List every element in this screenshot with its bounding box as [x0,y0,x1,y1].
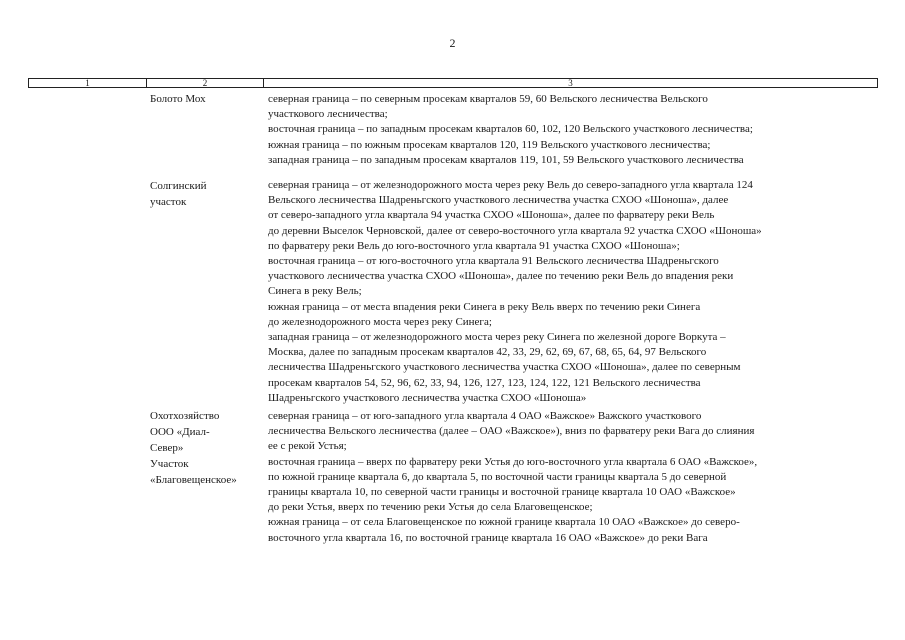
header-col-3: 3 [568,78,573,88]
description-line: восточная граница – от юго-восточного угла квартала 91 Вельского лесничества Шадреньгского [268,255,719,268]
header-col-1: 1 [29,79,147,87]
row-description-solginsky [268,178,868,406]
description-line: участкового лесничества; [268,108,388,121]
row-name-line: Солгинский [150,180,207,192]
description-line: до деревни Выселок Черновской, далее от северо-восточного угла квартала 92 участка СХОО «Шоноша» [268,224,762,237]
description-line: южная граница – от места впадения реки Синега в реку Вель вверх по течению реки Синега [268,300,701,313]
description-line: Вельского лесничества Шадреньгского участкового лесничества участка СХОО «Шоноша», далее [268,194,729,207]
row-name-line: Охотхозяйство [150,410,220,422]
row-name-line: Болото Мох [150,93,206,105]
description-line: восточного угла квартала 16, по восточной границе квартала 16 ОАО «Важское» до реки Вага [268,531,708,544]
description-line: границы квартала 10, по северной части границы и восточной границе квартала 10 ОАО «Важское» [268,486,736,499]
description-line: западная граница – по западным просекам кварталов 119, 101, 59 Вельского участкового лесничества [268,153,744,166]
description-line: южная граница – от села Благовещенское по южной границе квартала 10 ОАО «Важское» до северо- [268,516,740,529]
description-line: лесничества Шадреньгского участкового лесничества участка СХОО «Шоноша», далее по северным [268,361,741,374]
description-line: западная граница – от железнодорожного моста через реку Синега по железной дороге Воркута – [268,331,726,344]
row-name-boloto-mokh [150,91,262,107]
header-col-2: 2 [147,79,264,87]
row-name-line: Участок [150,458,189,470]
description-line: восточная граница – по западным просекам кварталов 60, 102, 120 Вельского участкового лесничества; [268,123,753,136]
description-line: восточная граница – вверх по фарватеру реки Устья до юго-восточного угла квартала 6 ОАО «Важское», [268,455,758,468]
description-line: северная граница – по северным просекам кварталов 59, 60 Вельского лесничества Вельского [268,93,708,105]
row-description-dial-sever [268,409,868,546]
description-line: до железнодорожного моста через реку Синега; [268,315,492,328]
row-description-boloto-mokh [268,92,868,168]
description-line: лесничества Вельского лесничества (далее – ОАО «Важское»), вниз по фарватеру реки Вага до слияния [268,425,755,438]
description-line: просекам кварталов 54, 52, 96, 62, 33, 94, 126, 127, 123, 124, 122, 121 Вельского лесничества [268,376,701,389]
table-header-row [28,78,878,88]
row-name-line: Север» [150,442,184,454]
description-line: Шадреньгского участкового лесничества участка СХОО «Шоноша» [268,391,587,404]
description-line: северная граница – от железнодорожного моста через реку Вель до северо-западного угла квартала 124 [268,179,753,191]
description-line: по южной границе квартала 6, до квартала 5, по восточной части границы квартала 5 до северной [268,470,727,483]
row-name-line: ООО «Диал- [150,426,210,438]
description-line: северная граница – от юго-западного угла квартала 4 ОАО «Важское» Важского участкового [268,410,702,422]
description-line: южная граница – по южным просекам кварталов 120, 119 Вельского участкового лесничества; [268,138,711,151]
row-name-solginsky [150,178,262,210]
page-number: 2 [449,36,456,50]
description-line: по фарватеру реки Вель до юго-восточного угла квартала 91 участка СХОО «Шоноша»; [268,239,680,252]
description-line: Москва, далее по западным просекам кварталов 42, 33, 29, 62, 69, 67, 68, 65, 64, 97 Вельского [268,346,707,359]
row-name-dial-sever [150,408,262,488]
description-line: до реки Устья, вверх по течению реки Устья до села Благовещенское; [268,501,593,514]
description-line: ее с рекой Устья; [268,440,347,453]
row-name-line: «Благовещенское» [150,474,237,486]
description-line: от северо-западного угла квартала 94 участка СХОО «Шоноша», далее по фарватеру реки Вель [268,209,715,222]
description-line: участкового лесничества участка СХОО «Шоноша», далее по течению реки Вель до впадения реки [268,270,734,283]
description-line: Синега в реку Вель; [268,285,362,298]
row-name-line: участок [150,196,187,208]
